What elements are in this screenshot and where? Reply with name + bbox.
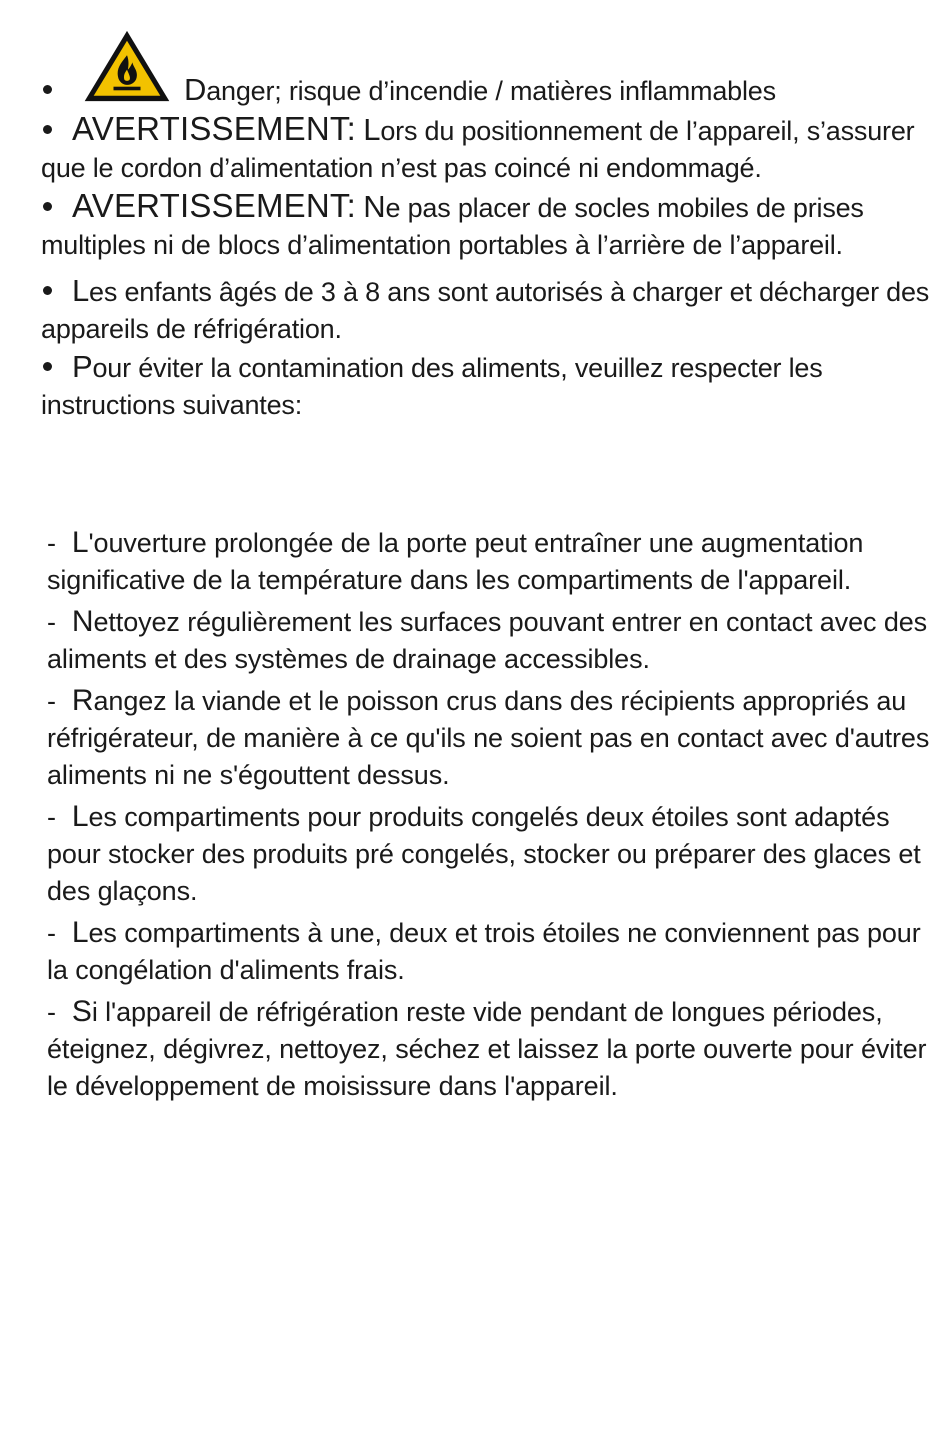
- bullet-lead-letter: L: [363, 112, 381, 147]
- sub-item-text: angez la viande et le poisson crus dans des récipients appropriés au réfrigérateur, de manière à ce qu'ils ne soient pas en contact avec d'autres aliments ni ne s'égouttent dessus.: [47, 686, 930, 790]
- bullet-item-children: [41, 272, 941, 348]
- bullet-dot: [43, 85, 52, 94]
- sub-item-lead-letter: L: [71, 916, 89, 949]
- sub-item-text: i l'appareil de réfrigération reste vide pendant de longues périodes, éteignez, dégivrez, nettoyez, séchez et laissez la porte ouverte pour éviter le développement de moisissure dans l'appareil.: [47, 997, 927, 1101]
- sub-item-dash: -: [47, 918, 56, 948]
- sub-item-lead-letter: N: [71, 605, 94, 638]
- bullet-dot: [43, 202, 52, 211]
- bullet-lead-letter: P: [72, 349, 93, 384]
- bullet-dot: [43, 125, 52, 134]
- sub-item-lead-letter: R: [71, 684, 94, 717]
- bullet-lead-letter: D: [184, 72, 207, 107]
- sub-item-text: 'ouverture prolongée de la porte peut entraîner une augmentation significative de la température dans les compartiments de l'appareil.: [47, 528, 864, 595]
- bullet-lead-letter: N: [363, 189, 386, 224]
- bullet-lead-letter: L: [72, 273, 90, 308]
- bullet-item-warning-sockets: [41, 187, 941, 264]
- bullet-text: anger; risque d’incendie / matières inflammables: [206, 76, 776, 106]
- sub-item-star-compartments: [47, 914, 947, 989]
- bullet-text: ors du positionnement de l’appareil, s’assurer que le cordon d’alimentation n’est pas coincé ni endommagé.: [41, 116, 915, 183]
- sub-item-dash: -: [47, 997, 56, 1027]
- sub-item-dash: -: [47, 802, 56, 832]
- sub-item-lead-letter: L: [71, 800, 89, 833]
- sub-item-empty-appliance: [47, 993, 947, 1105]
- warning-label: AVERTISSEMENT:: [72, 110, 356, 147]
- bullet-dot: [43, 362, 52, 371]
- sub-item-dash: -: [47, 607, 56, 637]
- bullet-text: e pas placer de socles mobiles de prises multiples ni de blocs d’alimentation portables à l’arrière de l’appareil.: [41, 193, 864, 260]
- bullet-item-danger: [41, 28, 941, 110]
- sub-item-raw-meat: [47, 682, 947, 794]
- sub-item-lead-letter: L: [71, 526, 89, 559]
- sub-item-text: es compartiments pour produits congelés deux étoiles sont adaptés pour stocker des produits pré congelés, stocker ou préparer des glaces et des glaçons.: [47, 802, 921, 906]
- flammable-warning-icon: [82, 28, 172, 104]
- sub-item-text: ettoyez régulièrement les surfaces pouvant entrer en contact avec des aliments et des systèmes de drainage accessibles.: [47, 607, 928, 674]
- safety-bullet-list: [41, 28, 941, 424]
- sub-item-dash: -: [47, 686, 56, 716]
- bullet-item-contamination: [41, 348, 941, 424]
- instruction-sublist: [47, 524, 947, 1109]
- warning-label: AVERTISSEMENT:: [72, 187, 356, 224]
- sub-item-door-opening: [47, 524, 947, 599]
- sub-item-text: es compartiments à une, deux et trois étoiles ne conviennent pas pour la congélation d'aliments frais.: [47, 918, 921, 985]
- sub-item-two-star: [47, 798, 947, 910]
- bullet-item-warning-cord: [41, 110, 941, 187]
- sub-item-dash: -: [47, 528, 56, 558]
- bullet-dot: [43, 286, 52, 295]
- sub-item-lead-letter: S: [71, 995, 92, 1028]
- bullet-text: es enfants âgés de 3 à 8 ans sont autorisés à charger et décharger des appareils de réfrigération.: [41, 277, 930, 344]
- sub-item-cleaning: [47, 603, 947, 678]
- bullet-text: our éviter la contamination des aliments, veuillez respecter les instructions suivantes:: [41, 353, 823, 420]
